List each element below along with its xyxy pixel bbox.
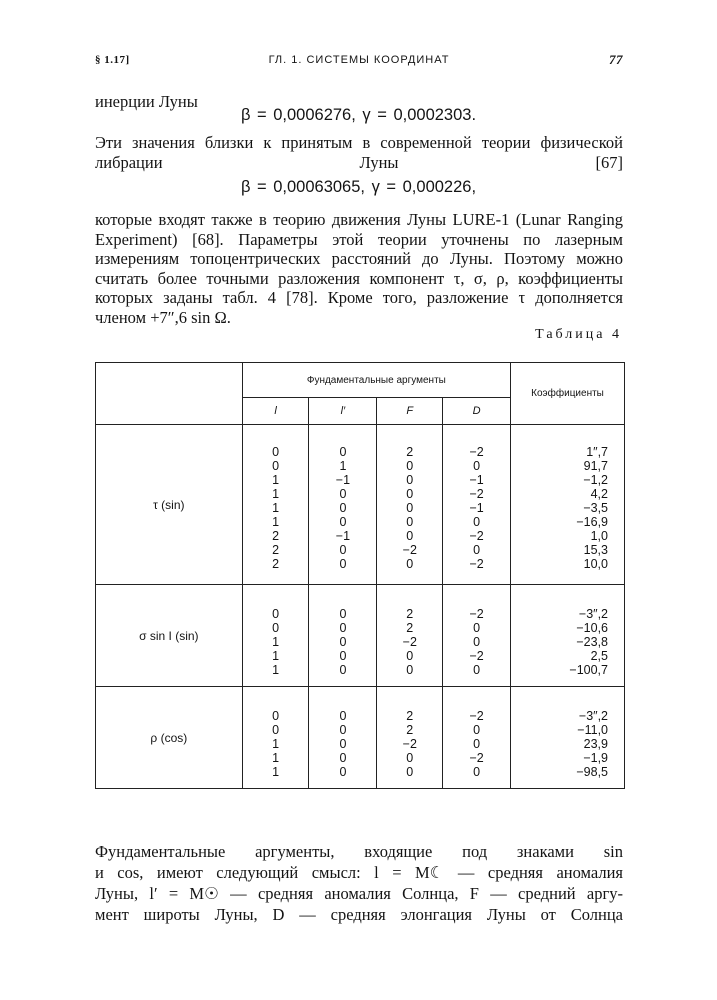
bottom-line-1: Фундаментальные аргументы, входящие под знаками sin — [95, 842, 623, 861]
argument-value: 1 — [272, 649, 280, 663]
argument-value: 0 — [339, 737, 347, 751]
argument-value: 0 — [406, 649, 414, 663]
paragraph-2: Эти значения близки к принятым в современной теории физической либрации Луны [67] — [95, 133, 623, 172]
argument-column — [443, 687, 511, 789]
argument-value: 0 — [339, 543, 347, 557]
argument-column — [309, 687, 377, 789]
coefficient-column — [511, 585, 625, 687]
table-group-row — [96, 425, 625, 585]
argument-value: −2 — [469, 607, 484, 621]
argument-column — [242, 687, 309, 789]
argument-column — [443, 585, 511, 687]
coefficient-value: 15,3 — [583, 543, 608, 557]
formula-2: β = 0,00063065, γ = 0,000226, — [240, 178, 477, 196]
argument-value: −2 — [469, 751, 484, 765]
argument-value: 0 — [272, 709, 280, 723]
group-label: τ (sin) — [96, 425, 243, 585]
argument-value: 0 — [406, 765, 414, 779]
argument-value: 2 — [272, 529, 280, 543]
coefficient-value: 23,9 — [583, 737, 608, 751]
coefficient-value: −1,2 — [583, 473, 608, 487]
argument-column — [309, 585, 377, 687]
group-label: σ sin I (sin) — [96, 585, 243, 687]
coefficient-value: −16,9 — [576, 515, 608, 529]
argument-value: 0 — [272, 621, 280, 635]
argument-value: 0 — [339, 621, 347, 635]
argument-value: 1 — [339, 459, 347, 473]
table-group-row — [96, 585, 625, 687]
argument-value: −2 — [469, 445, 484, 459]
argument-value: −2 — [469, 529, 484, 543]
argument-value: −1 — [335, 529, 351, 543]
argument-value: 1 — [272, 501, 280, 515]
argument-value: 0 — [473, 765, 481, 779]
argument-value: 0 — [339, 445, 347, 459]
argument-value: 1 — [272, 751, 280, 765]
chapter-title: ГЛ. 1. СИСТЕМЫ КООРДИНАТ — [268, 54, 450, 66]
coefficient-value: −3″,2 — [578, 709, 608, 723]
header-fundamental-arguments: Фундаментальные аргументы — [242, 363, 510, 398]
coefficient-value: 91,7 — [583, 459, 608, 473]
argument-value: 0 — [473, 543, 481, 557]
argument-value: 0 — [406, 501, 414, 515]
argument-value: 1 — [272, 515, 280, 529]
bottom-line-2: и cos, имеют следующий смысл: l = M☾ — средняя аномалия — [95, 863, 623, 882]
coefficient-table — [95, 362, 625, 789]
argument-value: 0 — [406, 529, 414, 543]
argument-value: 0 — [339, 765, 347, 779]
argument-column — [443, 425, 511, 585]
argument-value: −2 — [402, 635, 417, 649]
argument-column — [242, 425, 309, 585]
argument-value: 0 — [473, 737, 481, 751]
argument-value: −2 — [469, 649, 484, 663]
header-F: F — [377, 398, 443, 425]
argument-value: 0 — [339, 635, 347, 649]
running-header — [95, 52, 623, 72]
argument-value: 1 — [272, 635, 280, 649]
argument-value: 0 — [473, 635, 481, 649]
argument-value: 0 — [406, 663, 414, 677]
argument-value: 0 — [339, 751, 347, 765]
argument-value: 1 — [272, 473, 280, 487]
argument-value: 0 — [339, 607, 347, 621]
argument-column — [309, 425, 377, 585]
argument-value: 0 — [272, 445, 280, 459]
argument-value: 2 — [406, 723, 414, 737]
argument-value: 0 — [339, 487, 347, 501]
argument-value: 0 — [339, 663, 347, 677]
table-corner — [96, 363, 243, 425]
argument-value: 0 — [406, 473, 414, 487]
argument-value: 0 — [406, 557, 414, 571]
argument-value: 0 — [339, 515, 347, 529]
argument-value: −1 — [469, 473, 484, 487]
argument-value: 0 — [473, 621, 481, 635]
argument-value: 1 — [272, 487, 280, 501]
coefficient-value: −3,5 — [583, 501, 608, 515]
argument-value: 0 — [272, 607, 280, 621]
coefficient-value: −98,5 — [576, 765, 608, 779]
coefficient-value: −10,6 — [576, 621, 608, 635]
argument-value: −2 — [402, 543, 417, 557]
coefficient-value: 1,0 — [590, 529, 608, 543]
argument-value: 0 — [473, 723, 481, 737]
table-group-row — [96, 687, 625, 789]
argument-value: 0 — [406, 459, 414, 473]
table-caption: Таблица 4 — [535, 327, 622, 342]
argument-value: 2 — [406, 445, 414, 459]
coefficient-value: −11,0 — [577, 723, 608, 737]
argument-value: −2 — [469, 709, 484, 723]
argument-value: −2 — [469, 487, 484, 501]
coefficient-column — [511, 687, 625, 789]
argument-column — [242, 585, 309, 687]
argument-value: 2 — [406, 709, 414, 723]
coefficient-value: −100,7 — [569, 663, 608, 677]
coefficient-column — [511, 425, 625, 585]
coefficient-value: −1,9 — [583, 751, 608, 765]
group-label: ρ (cos) — [96, 687, 243, 789]
argument-value: 0 — [473, 515, 481, 529]
argument-value: 0 — [406, 487, 414, 501]
argument-value: 0 — [473, 459, 481, 473]
formula-1: β = 0,0006276, γ = 0,0002303. — [240, 106, 477, 124]
argument-column — [377, 425, 443, 585]
header-coefficients: Коэффициенты — [511, 363, 625, 425]
argument-value: −1 — [335, 473, 351, 487]
coefficient-value: 2,5 — [590, 649, 608, 663]
argument-value: 0 — [339, 501, 347, 515]
header-D: D — [443, 398, 511, 425]
text-line-1: инерции Луны — [95, 92, 198, 111]
bottom-paragraph — [95, 841, 623, 925]
coefficient-value: −23,8 — [576, 635, 608, 649]
header-l-prime: l′ — [309, 398, 377, 425]
argument-column — [377, 585, 443, 687]
header-l: l — [242, 398, 309, 425]
argument-value: 0 — [473, 663, 481, 677]
argument-value: −1 — [469, 501, 484, 515]
bottom-line-3: Луны, l′ = M☉ — средняя аномалия Солнца, F — средний аргу- — [95, 884, 623, 903]
argument-value: 2 — [406, 607, 414, 621]
argument-value: 2 — [406, 621, 414, 635]
paragraph-3: которые входят также в теорию движения Луны LURE-1 (Lunar Ranging Experiment) [68]. Параметры этой теории уточнены по лазерным измерениям топоцентрических расстояний до Луны. Поэтому можно считать более точными разложения компонент τ, σ, ρ, коэффициенты которых заданы табл. 4 [78]. Кроме того, разложение τ дополняется членом +7″,6 sin Ω. — [95, 210, 623, 327]
argument-value: −2 — [469, 557, 484, 571]
coefficient-value: 10,0 — [583, 557, 608, 571]
argument-value: 2 — [272, 543, 280, 557]
argument-value: 0 — [339, 557, 347, 571]
argument-value: 0 — [272, 459, 280, 473]
argument-value: 0 — [406, 751, 414, 765]
coefficient-value: 4,2 — [590, 487, 608, 501]
bottom-line-4: мент широты Луны, D — средняя элонгация Луны от Солнца — [95, 905, 623, 924]
argument-value: 1 — [272, 765, 280, 779]
argument-value: −2 — [402, 737, 417, 751]
coefficient-value: 1″,7 — [586, 445, 608, 459]
argument-value: 0 — [406, 515, 414, 529]
argument-value: 1 — [272, 663, 280, 677]
argument-column — [377, 687, 443, 789]
coefficient-value: −3″,2 — [578, 607, 608, 621]
argument-value: 0 — [272, 723, 280, 737]
argument-value: 0 — [339, 649, 347, 663]
section-ref: § 1.17] — [95, 54, 130, 66]
argument-value: 0 — [339, 709, 347, 723]
page-number: 77 — [609, 52, 623, 67]
argument-value: 0 — [339, 723, 347, 737]
argument-value: 1 — [272, 737, 280, 751]
argument-value: 2 — [272, 557, 280, 571]
